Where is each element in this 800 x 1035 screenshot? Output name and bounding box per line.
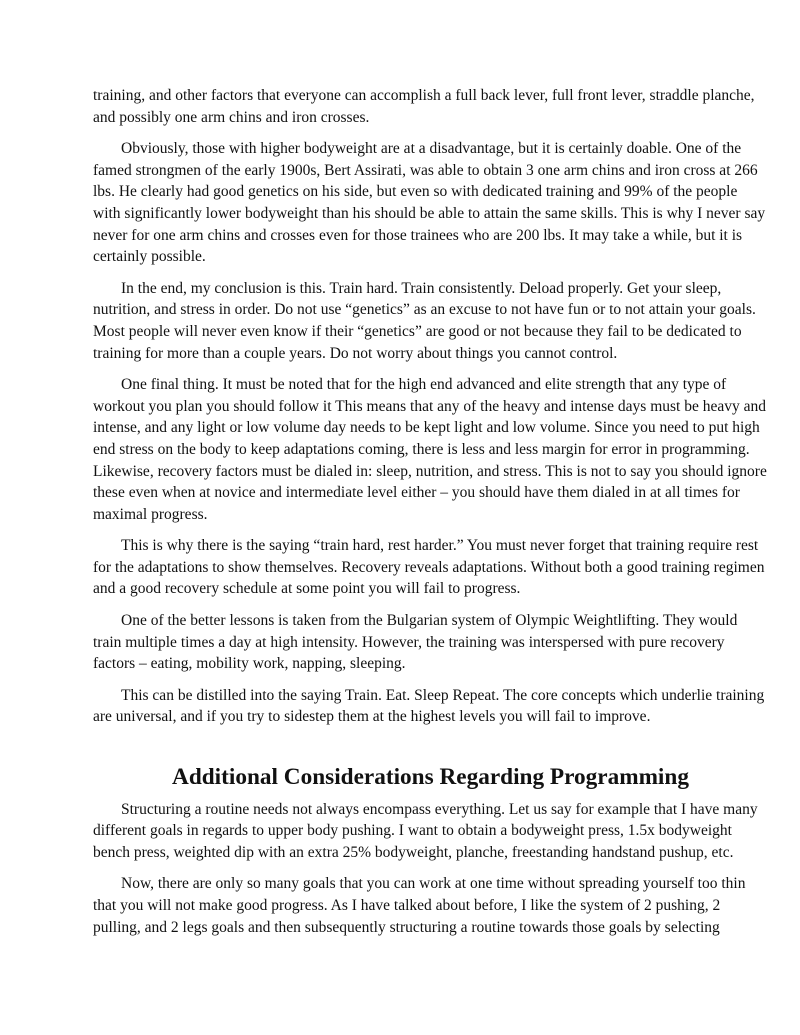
- paragraph-goals-system: Now, there are only so many goals that you can work at one time without spreading yourself too thin that you will not make good progress. As I have talked about before, I like the system of 2 pushing, 2 pulling, and 2 legs goals and then subsequently structuring a routine towards those goals by selecting: [93, 875, 746, 936]
- paragraph-bodyweight: Obviously, those with higher bodyweight are at a disadvantage, but it is certainly doable. One of the famed strongmen of the early 1900s, Bert Assirati, was able to obtain 3 one arm chins and iron cross at 266 lbs. He clearly had good genetics on his side, but even so with dedicated training and 99% of the people with significantly lower bodyweight than his should be able to attain the same skills. This is why I never say never for one arm chins and crosses even for those trainees who are 200 lbs. It may take a while, but it is certainly possible.: [93, 140, 766, 266]
- paragraph-bulgarian-system: One of the better lessons is taken from the Bulgarian system of Olympic Weightlifting. They would train multiple times a day at high intensity. However, the training was interspersed with pure recovery factors – eating, mobility work, napping, sleeping.: [93, 612, 738, 673]
- paragraph-train-eat-sleep: This can be distilled into the saying Train. Eat. Sleep Repeat. The core concepts which underlie training are universal, and if you try to sidestep them at the highest levels you will fail to improve.: [93, 686, 765, 726]
- paragraph-continued: training, and other factors that everyone can accomplish a full back lever, full front lever, straddle planche, and possibly one arm chins and iron crosses.: [93, 87, 755, 126]
- paragraph-final-thing: One final thing. It must be noted that for the high end advanced and elite strength that any type of workout you plan you should follow it This means that any of the heavy and intense days must be heavy and intense, and any light or low volume day needs to be kept light and low volume. Since you need to put high end stress on the body to keep adaptations coming, there is less and less margin for error in programming. Likewise, recovery factors must be dialed in: sleep, nutrition, and stress. This is not to say you should ignore these even when at novice and intermediate level either – you should have them dialed in at all times for maximal progress.: [93, 376, 767, 523]
- document-page: [93, 85, 768, 948]
- paragraph-structuring-routine: Structuring a routine needs not always encompass everything. Let us say for example that I have many different goals in regards to upper body pushing. I want to obtain a bodyweight press, 1.5x bodyweight bench press, weighted dip with an extra 25% bodyweight, planche, freestanding handstand pushup, etc.: [93, 800, 758, 861]
- section-heading: Additional Considerations Regarding Programming: [172, 764, 689, 791]
- paragraph-rest-harder: This is why there is the saying “train hard, rest harder.” You must never forget that training require rest for the adaptations to show themselves. Recovery reveals adaptations. Without both a good training regimen and a good recovery schedule at some point you will fail to progress.: [93, 537, 765, 598]
- paragraph-conclusion: In the end, my conclusion is this. Train hard. Train consistently. Deload properly. Get your sleep, nutrition, and stress in order. Do not use “genetics” as an excuse to not have fun or to not attain your goals. Most people will never even know if their “genetics” are good or not because they fail to be dedicated to training for more than a couple years. Do not worry about things you cannot control.: [93, 279, 756, 362]
